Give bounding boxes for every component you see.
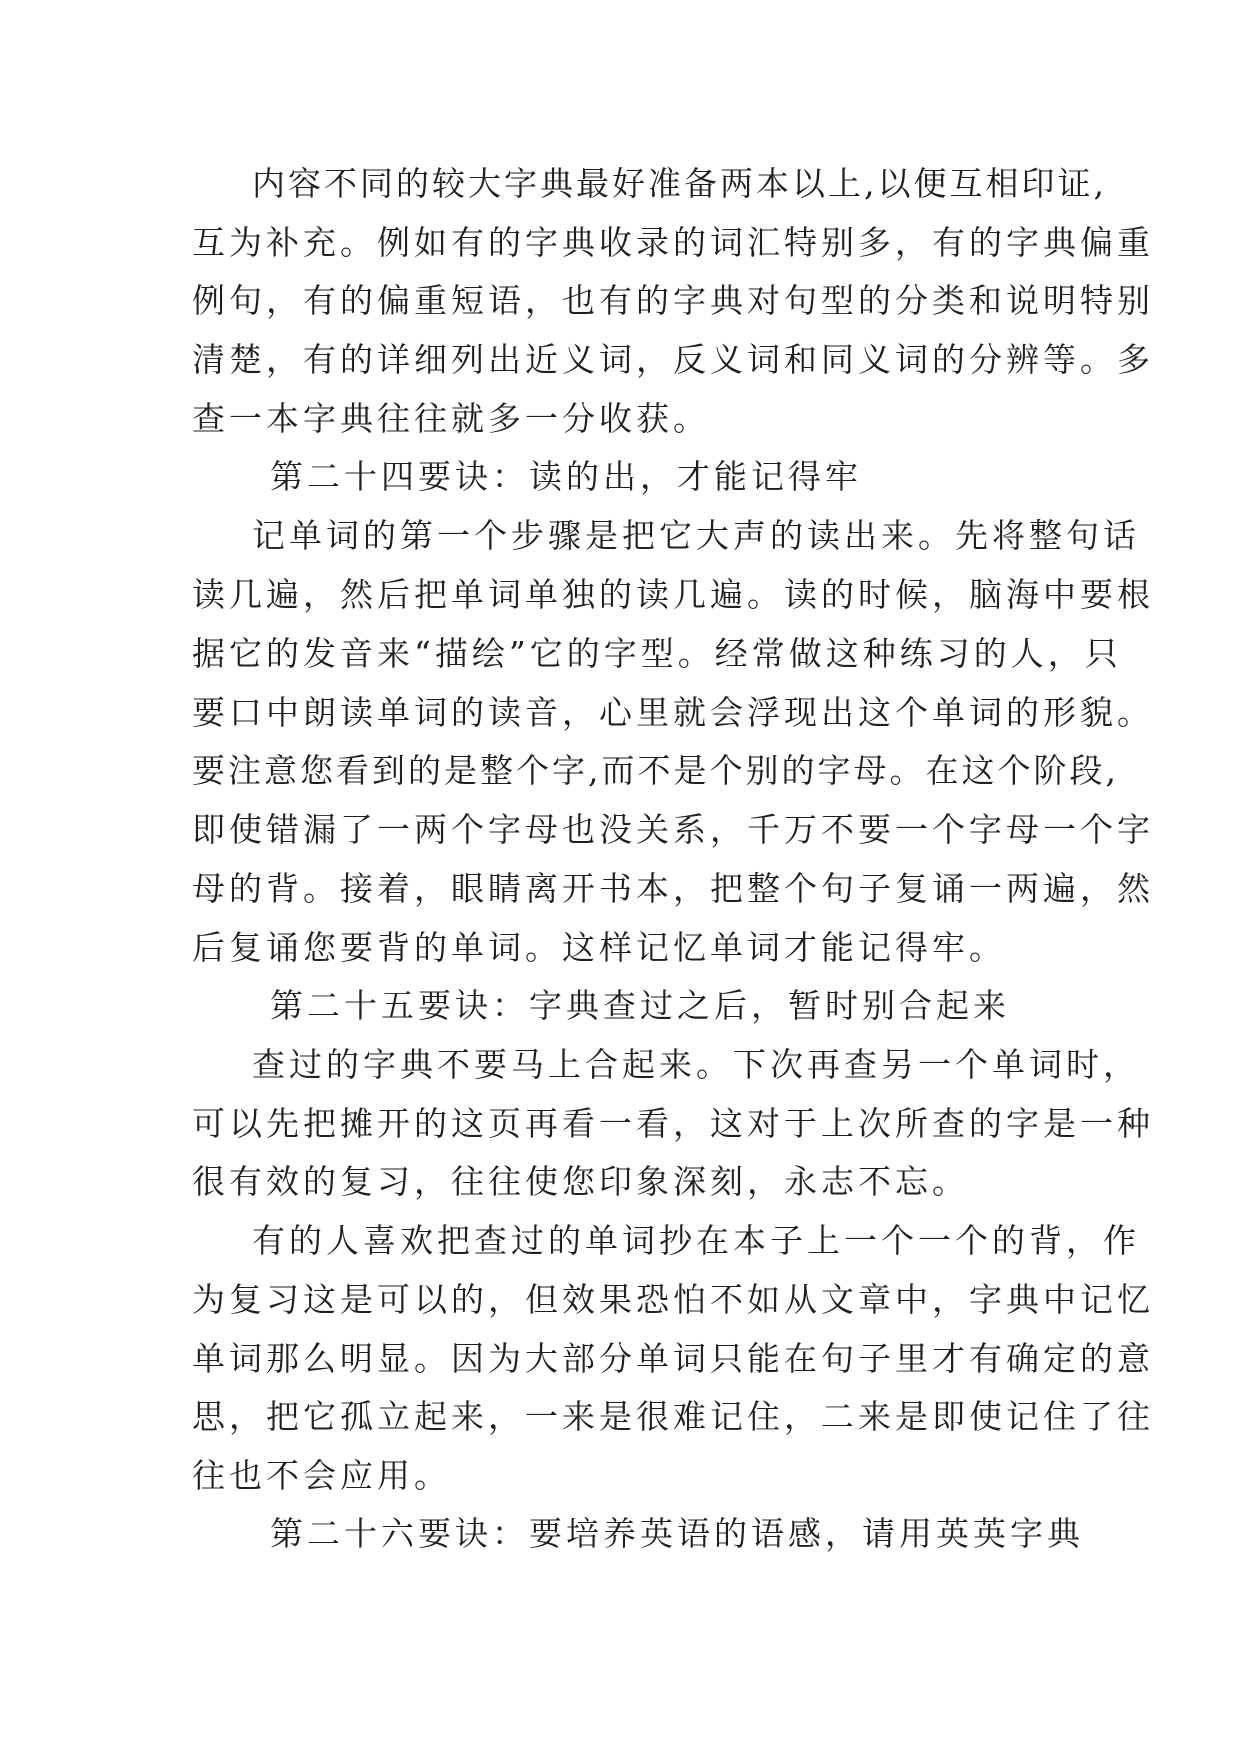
paragraph-line: 后复诵您要背的单词。这样记忆单词才能记得牢。 — [192, 928, 1006, 967]
paragraph-line: 查过的字典不要马上合起来。下次再查另一个单词时， — [252, 1045, 1140, 1084]
paragraph-line: 单词那么明显。因为大部分单词只能在句子里才有确定的意 — [192, 1339, 1154, 1378]
paragraph-line: 即使错漏了一两个字母也没关系，千万不要一个字母一个字 — [192, 810, 1154, 849]
paragraph-line: 为复习这是可以的，但效果恐怕不如从文章中，字典中记忆 — [192, 1280, 1154, 1319]
paragraph-line: 内容不同的较大字典最好准备两本以上,以便互相印证, — [252, 164, 1107, 203]
paragraph-line: 清楚，有的详细列出近义词，反义词和同义词的分辨等。多 — [192, 340, 1154, 379]
section-heading: 第二十六要诀：要培养英语的语感，请用英英字典 — [270, 1514, 1084, 1553]
paragraph-line: 例句，有的偏重短语，也有的字典对句型的分类和说明特别 — [192, 281, 1154, 320]
paragraph-line: 有的人喜欢把查过的单词抄在本子上一个一个的背，作 — [252, 1221, 1140, 1260]
section-heading: 第二十四要诀：读的出，才能记得牢 — [270, 457, 862, 496]
paragraph-line: 要注意您看到的是整个字,而不是个别的字母。在这个阶段, — [192, 751, 1119, 790]
paragraph-line: 往也不会应用。 — [192, 1456, 451, 1495]
paragraph-line: 记单词的第一个步骤是把它大声的读出来。先将整句话 — [252, 516, 1140, 555]
paragraph-line: 互为补充。例如有的字典收录的词汇特别多，有的字典偏重 — [192, 223, 1154, 262]
paragraph-line: 读几遍，然后把单词单独的读几遍。读的时候，脑海中要根 — [192, 575, 1154, 614]
paragraph-line: 思，把它孤立起来，一来是很难记住，二来是即使记住了往 — [192, 1397, 1154, 1436]
paragraph-line: 母的背。接着，眼睛离开书本，把整个句子复诵一两遍，然 — [192, 869, 1154, 908]
section-heading: 第二十五要诀：字典查过之后，暂时别合起来 — [270, 986, 1010, 1025]
paragraph-line: 可以先把摊开的这页再看一看，这对于上次所查的字是一种 — [192, 1104, 1154, 1143]
paragraph-line: 据它的发音来“描绘”它的字型。经常做这种练习的人，只 — [192, 634, 1122, 673]
paragraph-line: 很有效的复习，往往使您印象深刻，永志不忘。 — [192, 1162, 969, 1201]
paragraph-line: 要口中朗读单词的读音，心里就会浮现出这个单词的形貌。 — [192, 693, 1154, 732]
paragraph-line: 查一本字典往往就多一分收获。 — [192, 399, 710, 438]
